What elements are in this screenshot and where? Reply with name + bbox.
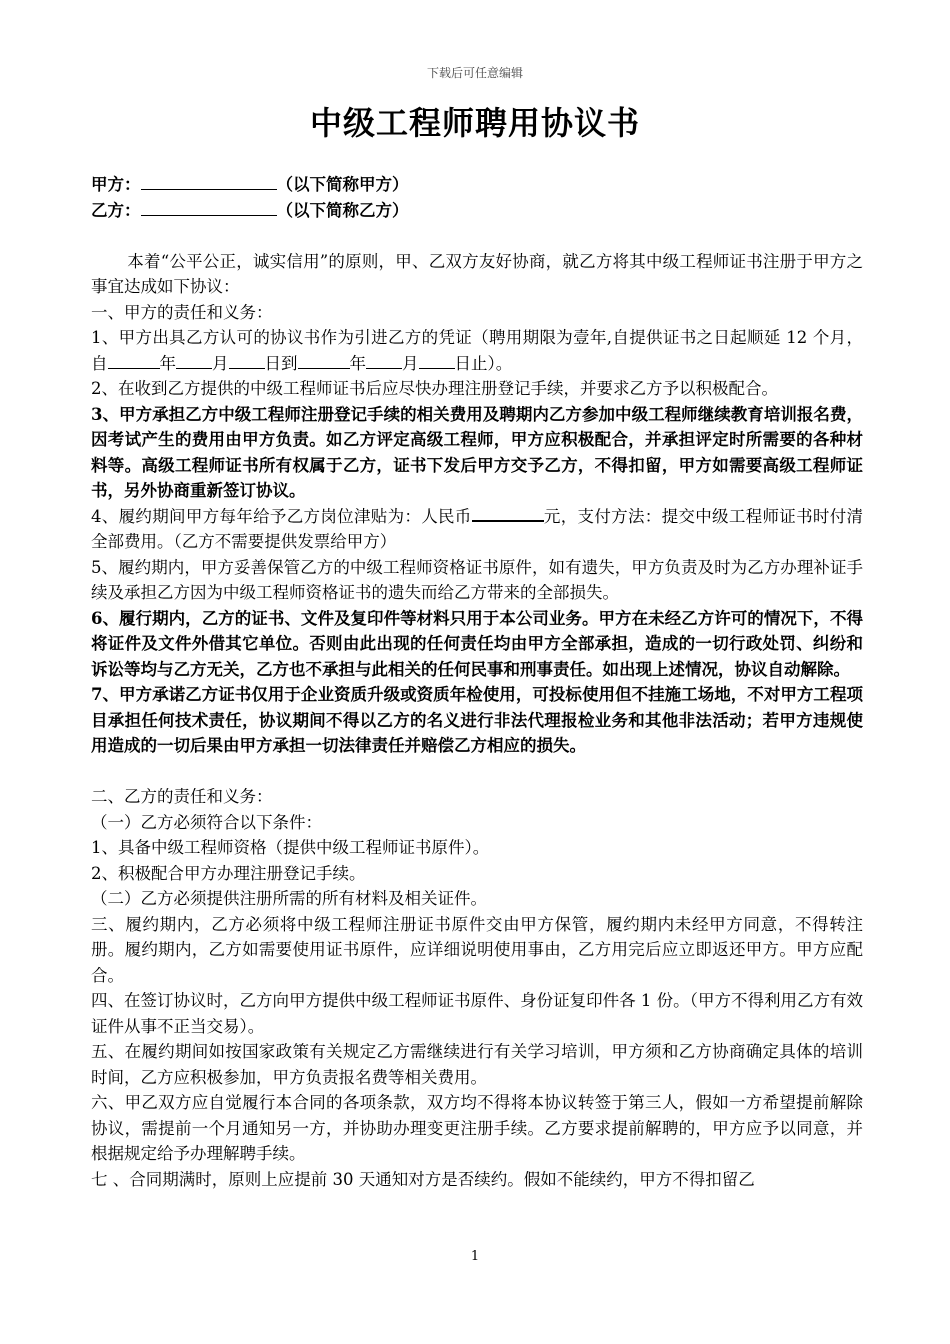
clause-a2: 2、在收到乙方提供的中级工程师证书后应尽快办理注册登记手续，并要求乙方予以积极配合。 bbox=[91, 379, 778, 398]
party-a-blank bbox=[141, 173, 277, 190]
document-body bbox=[91, 172, 863, 1192]
blank-year bbox=[108, 352, 160, 369]
blank-year-2 bbox=[298, 352, 350, 369]
section-5: 五、在履约期间如按国家政策有关规定乙方需继续进行有关学习培训，甲方须和乙方协商确定具体的培训时间，乙方应积极参加，甲方负责报名费等相关费用。 bbox=[91, 1042, 863, 1087]
blank-amount bbox=[472, 504, 544, 522]
blank-day-2 bbox=[419, 352, 455, 369]
blank-month-2 bbox=[366, 352, 402, 369]
party-b-blank bbox=[141, 199, 277, 216]
month-label-2: 月 bbox=[402, 353, 419, 373]
subsection-b1: （一）乙方必须符合以下条件： bbox=[91, 812, 322, 832]
section-1-heading: 一、甲方的责任和义务： bbox=[91, 302, 273, 322]
spacer-2 bbox=[91, 759, 863, 785]
party-a-label: 甲方： bbox=[91, 175, 141, 194]
day-to-label: 日到 bbox=[264, 353, 298, 373]
subsection-b2: （二）乙方必须提供注册所需的所有材料及相关证件。 bbox=[91, 889, 487, 908]
intro-paragraph: 本着“公平公正，诚实信用”的原则，甲、乙双方友好协商，就乙方将其中级工程师证书注册于甲方之事宜达成如下协议： bbox=[91, 251, 863, 296]
month-label: 月 bbox=[212, 353, 229, 373]
clause-a6: 6、履行期内，乙方的证书、文件及复印件等材料只用于本公司业务。甲方在未经乙方许可的情况下，不得将证件及文件外借其它单位。否则由此出现的任何责任均由甲方全部承担，造成的一切行政处罚、纠纷和诉讼等均与乙方无关，乙方也不承担与此相关的任何民事和刑事责任。如出现上述情况，协议自动解除。 bbox=[91, 608, 863, 679]
party-b-suffix: （以下简称乙方） bbox=[276, 200, 409, 220]
section-3: 三、履约期内，乙方必须将中级工程师注册证书原件交由甲方保管，履约期内未经甲方同意，不得转注册。履约期内，乙方如需要使用证书原件，应详细说明使用事由，乙方用完后应立即返还甲方。甲方应配合。 bbox=[91, 914, 863, 985]
clause-a3: 3、甲方承担乙方中级工程师注册登记手续的相关费用及聘期内乙方参加中级工程师继续教育培训报名费，因考试产生的费用由甲方负责。如乙方评定高级工程师，甲方应积极配合，并承担评定时所需要的各种材料等。高级工程师证书所有权属于乙方，证书下发后甲方交予乙方，不得扣留，甲方如需要高级工程师证书，另外协商重新签订协议。 bbox=[91, 404, 863, 500]
party-a-line bbox=[91, 172, 863, 198]
clause-a5: 5、履约期内，甲方妥善保管乙方的中级工程师资格证书原件，如有遗失，甲方负责及时为乙方办理补证手续及承担乙方因为中级工程师资格证书的遗失而给乙方带来的全部损失。 bbox=[91, 557, 863, 602]
day-end-label: 日止）。 bbox=[454, 353, 513, 373]
clause-b1: 1、具备中级工程师资格（提供中级工程师证书原件）。 bbox=[91, 838, 490, 857]
blank-day bbox=[229, 352, 265, 369]
page-header: 下载后可任意编辑 bbox=[426, 66, 523, 80]
party-b-line bbox=[91, 198, 863, 224]
clause-a4-text: 4、履约期间甲方每年给予乙方岗位津贴为：人民币 bbox=[91, 506, 472, 526]
year-label-2: 年 bbox=[349, 353, 366, 373]
clause-a7: 7、甲方承诺乙方证书仅用于企业资质升级或资质年检使用，可投标使用但不挂施工场地，不对甲方工程项目承担任何技术责任，协议期间不得以乙方的名义进行非法代理报检业务和其他非法活动；若甲方违规使用造成的一切后果由甲方承担一切法律责任并赔偿乙方相应的损失。 bbox=[91, 685, 863, 755]
clause-a4 bbox=[91, 504, 863, 555]
clause-b2: 2、积极配合甲方办理注册登记手续。 bbox=[91, 863, 366, 883]
year-label: 年 bbox=[159, 353, 176, 373]
spacer bbox=[91, 223, 863, 249]
blank-month bbox=[176, 352, 212, 369]
section-7: 七 、合同期满时，原则上应提前 30 天通知对方是否续约。假如不能续约，甲方不得扣留乙 bbox=[91, 1169, 755, 1189]
page-number: 1 bbox=[470, 1249, 480, 1264]
clause-a4-text-2: 元，支付方法：提交中级工程师证书时付清全部费用。（乙方不需要提供发票给甲方） bbox=[91, 506, 864, 551]
clause-a1-text: 1、甲方出具乙方认可的协议书作为引进乙方的凭证（聘用期限为壹年,自提供证书之日起顺延 12 个月，自 bbox=[91, 328, 863, 373]
party-b-label: 乙方： bbox=[91, 200, 141, 220]
section-6: 六、甲乙双方应自觉履行本合同的各项条款，双方均不得将本协议转签于第三人，假如一方希望提前解除协议，需提前一个月通知另一方，并协助办理变更注册手续。乙方要求提前解聘的，甲方应予以同意，并根据规定给予办理解聘手续。 bbox=[91, 1093, 863, 1163]
party-a-suffix: （以下简称甲方） bbox=[276, 175, 409, 194]
section-2-heading: 二、乙方的责任和义务： bbox=[91, 787, 273, 806]
clause-a1 bbox=[91, 325, 863, 376]
document-title: 中级工程师聘用协议书 bbox=[309, 104, 640, 142]
section-4: 四、在签订协议时，乙方向甲方提供中级工程师证书原件、身份证复印件各 1 份。（甲方不得利用乙方有效证件从事不正当交易）。 bbox=[91, 991, 863, 1036]
